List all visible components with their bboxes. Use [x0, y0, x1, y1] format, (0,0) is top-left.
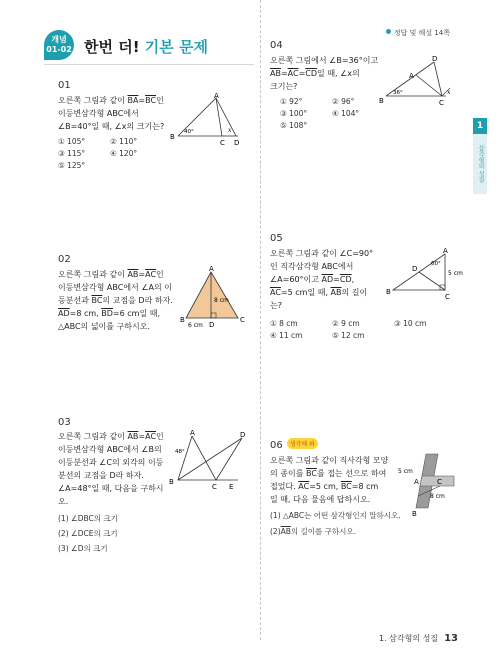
text: ∠A=48°일 때, 다음을 구하시 [58, 484, 164, 493]
segment: $\overline{BC}$ [306, 469, 317, 478]
height-label: 8 cm [214, 297, 229, 304]
text: 의 종이를 [270, 469, 306, 478]
text: 오른쪽 그림과 같이 ∠C=90° [270, 249, 374, 258]
text: =8 cm, [69, 309, 102, 318]
text: 크기는? [270, 82, 298, 91]
segment: $\overline{AC}$ [287, 69, 299, 78]
choice[interactable]: ① 8 cm [270, 319, 298, 328]
chapter-tab-number[interactable]: 1 [473, 118, 487, 134]
number: 06 [270, 440, 283, 451]
problem-02-number: 02 [58, 254, 71, 265]
segment: $\overline{CD}$ [339, 275, 352, 284]
text: ∠B=40°일 때, ∠x의 크기는? [58, 122, 165, 131]
triangle [178, 436, 216, 480]
text: 의 길이를 구하시오. [290, 527, 357, 536]
text: =6 cm일 때, [112, 309, 160, 318]
text: 오른쪽 그림과 같이 직사각형 모양 [270, 456, 389, 465]
base-label: 6 cm [188, 322, 203, 329]
angle-label: 36° [393, 90, 403, 96]
label-c: C [220, 139, 225, 147]
problem-06-number [270, 438, 318, 451]
chapter-name: 1. 삼각형의 성질 [378, 634, 439, 643]
text: = [138, 270, 146, 279]
label-d: D [234, 139, 240, 147]
label-a: A [190, 429, 195, 437]
label-c: C [445, 293, 450, 300]
bisector-cd [216, 438, 242, 480]
problem-01-number: 01 [58, 80, 71, 91]
page-title [84, 36, 208, 57]
text: 인 [156, 432, 164, 441]
problem-05-text [270, 247, 395, 312]
answer-reference-text: 정답 및 해설 14쪽 [393, 29, 450, 37]
label-c: C [212, 483, 217, 491]
label-a: A [409, 72, 414, 80]
label-d: D [209, 321, 215, 329]
concept-badge-number: 01-02 [46, 45, 72, 54]
text: = [138, 96, 146, 105]
label-a: A [414, 478, 419, 486]
problem-01-choices [58, 136, 168, 172]
choice[interactable]: ④ 104° [332, 109, 360, 118]
concept-badge-label: 개념 [51, 35, 67, 44]
text: 의 길이 [341, 288, 368, 297]
text: =5 cm, [309, 482, 341, 491]
label-b: B [170, 133, 175, 141]
text: =5 cm일 때, [280, 288, 331, 297]
width-label: 5 cm [398, 468, 413, 475]
problem-03-text [58, 430, 178, 508]
segment: $\overline{BC}$ [340, 482, 352, 491]
label-c: C [240, 316, 245, 324]
text: 분선의 교점을 D라 하자. [58, 471, 144, 480]
problem-04-figure [378, 54, 458, 108]
concept-badge [44, 30, 74, 60]
choice[interactable]: ① 105° [58, 137, 86, 146]
text: 이등변삼각형 ABC에서 ∠A의 이 [58, 283, 172, 292]
text: = [138, 432, 146, 441]
text: = [333, 275, 340, 284]
segment: $\overline{AB}$ [330, 288, 342, 297]
text: 등분선과 [58, 296, 92, 305]
text: 이등변삼각형 ABC에서 ∠B의 [58, 445, 162, 454]
segment: $\overline{AC}$ [145, 432, 157, 441]
text: 를 접는 선으로 하여 [316, 469, 387, 478]
page-title-main: 한번 더! [84, 38, 140, 56]
text: 오른쪽 그림에서 ∠B=36°이고 [270, 56, 379, 65]
segment: $\overline{AD}$ [58, 309, 70, 318]
label-d: D [412, 265, 418, 273]
text: ∠A=60°이고 [270, 275, 322, 284]
label-d: D [432, 55, 438, 63]
problem-05-figure [385, 248, 463, 300]
text: 이등변삼각형 ABC에서 [58, 109, 139, 118]
text: 접었다. [270, 482, 299, 491]
label-b: B [412, 510, 417, 516]
problem-02-text [58, 268, 188, 333]
problem-01-text [58, 94, 178, 133]
label-a: A [443, 248, 448, 255]
bullet-icon [386, 29, 391, 34]
length-label: 8 cm [430, 493, 445, 500]
subquestion: (3) ∠D의 크기 [58, 544, 108, 553]
problem-06-text [270, 454, 400, 506]
label-b: B [379, 97, 384, 105]
segment: $\overline{BC}$ [91, 296, 103, 305]
think-badge: 생각해 봐 [287, 438, 318, 449]
segment: $\overline{BA}$ [127, 96, 139, 105]
page-title-accent: 기본 문제 [144, 38, 208, 56]
choice[interactable]: ④ 11 cm [270, 331, 303, 340]
text: 인 [156, 96, 164, 105]
choice[interactable]: ② 96° [332, 97, 355, 106]
label-e: E [229, 483, 234, 491]
segment: $\overline{AB}$ [127, 270, 139, 279]
choice[interactable]: ④ 120° [110, 149, 138, 158]
choice[interactable]: ② 110° [110, 137, 138, 146]
label-c: C [437, 478, 442, 486]
segment: $\overline{AC}$ [145, 270, 157, 279]
column-divider [260, 0, 261, 640]
choice[interactable]: ① 92° [280, 97, 303, 106]
text: 는? [270, 301, 282, 310]
choice[interactable]: ③ 115° [58, 149, 86, 158]
angle-label: 40° [184, 129, 194, 135]
problem-06-figure [398, 448, 462, 516]
bisector-bd [178, 438, 242, 480]
text: 의 교점을 D라 하자. [102, 296, 173, 305]
choice[interactable]: ③ 100° [280, 109, 308, 118]
problem-04-number: 04 [270, 40, 283, 51]
choice[interactable]: ⑤ 108° [280, 121, 308, 130]
text: 오른쪽 그림과 같이 [58, 432, 128, 441]
label-a: A [214, 92, 219, 100]
triangle [186, 272, 238, 318]
text: 오른쪽 그림과 같이 [58, 270, 128, 279]
text: 인 [156, 270, 164, 279]
answer-reference [386, 28, 450, 38]
label-b: B [386, 288, 391, 296]
text: =8 cm [351, 482, 379, 491]
problem-03-figure [168, 428, 254, 492]
problem-03-number: 03 [58, 417, 71, 428]
angle-x-label: x [228, 127, 232, 134]
problem-05-number: 05 [270, 233, 283, 244]
choice[interactable]: ③ 10 cm [394, 319, 427, 328]
choice[interactable]: ⑤ 125° [58, 161, 86, 170]
problem-02-figure [180, 266, 252, 330]
label-d: D [240, 431, 246, 439]
subquestion: (1) ∠DBC의 크기 [58, 514, 118, 523]
length-label: 5 cm [448, 270, 463, 277]
page-footer [379, 633, 458, 644]
segment: $\overline{AB}$ [270, 69, 281, 78]
segment: $\overline{AC}$ [270, 288, 281, 297]
label-b: B [180, 316, 185, 324]
text: = [280, 69, 288, 78]
label-a: A [209, 266, 214, 273]
text: △ABC의 넓이를 구하시오. [58, 322, 151, 331]
text: 인 직각삼각형 ABC에서 [270, 262, 354, 271]
text: , [351, 275, 355, 284]
problem-01-figure [170, 92, 250, 150]
segment: $\overline{AB}$ [280, 527, 291, 536]
label-b: B [169, 478, 174, 486]
problem-05-choices [270, 318, 460, 342]
text: (2) [270, 527, 281, 536]
segment: $\overline{AB}$ [127, 432, 139, 441]
problem-04-text [270, 54, 390, 93]
segment: $\overline{BC}$ [145, 96, 157, 105]
text: 일 때, ∠x의 [317, 69, 360, 78]
text: = [298, 69, 306, 78]
subquestion: (2) ∠DCE의 크기 [58, 529, 118, 538]
text: 오른쪽 그림과 같이 [58, 96, 128, 105]
chapter-tab-label[interactable]: 삼각형의 성질 [473, 134, 487, 194]
page-number: 13 [444, 633, 458, 644]
choice[interactable]: ② 9 cm [332, 319, 360, 328]
header-divider [44, 64, 254, 65]
subquestion: (1) △ABC는 어떤 삼각형인지 말하시오. [270, 511, 401, 520]
text: 이등분선과 ∠C의 외각의 이등 [58, 458, 164, 467]
text: 오. [58, 497, 69, 506]
segment: $\overline{BD}$ [101, 309, 113, 318]
segment: $\overline{CD}$ [305, 69, 318, 78]
segment: $\overline{AD}$ [321, 275, 334, 284]
segment: $\overline{AC}$ [298, 482, 310, 491]
choice[interactable]: ⑤ 12 cm [332, 331, 365, 340]
label-c: C [439, 99, 444, 107]
angle-label: 48° [175, 449, 185, 455]
angle-x-label: x [447, 89, 451, 96]
segment-cd [419, 272, 445, 290]
angle-label: 60° [431, 261, 441, 267]
problem-04-choices [280, 96, 390, 132]
text: 일 때, 다음 물음에 답하시오. [270, 495, 371, 504]
problem-06-subquestions [270, 510, 401, 538]
problem-03-subquestions [58, 513, 118, 555]
